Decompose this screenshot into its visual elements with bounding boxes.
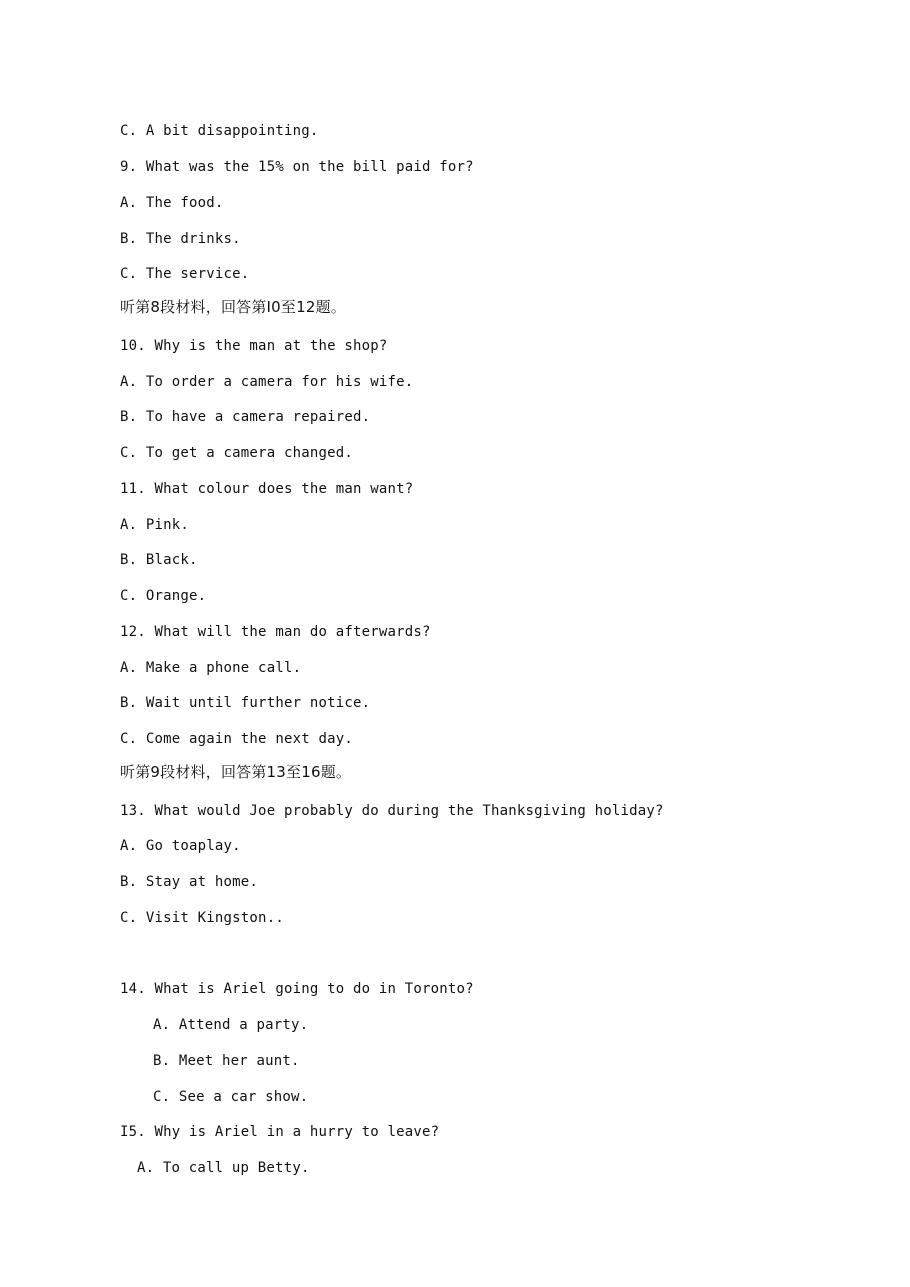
- option-12c: C. Come again the next day.: [120, 731, 353, 747]
- option-13c: C. Visit Kingston..: [120, 910, 284, 926]
- option-10c: C. To get a camera changed.: [120, 445, 353, 461]
- question-14: 14. What is Ariel going to do in Toronto?: [120, 981, 474, 997]
- option-14a: A. Attend a party.: [153, 1017, 309, 1033]
- option-13a: A. Go toaplay.: [120, 838, 241, 854]
- question-15: I5. Why is Ariel in a hurry to leave?: [120, 1124, 440, 1140]
- question-11: 11. What colour does the man want?: [120, 481, 414, 497]
- option-10b: B. To have a camera repaired.: [120, 409, 371, 425]
- option-12b: B. Wait until further notice.: [120, 695, 371, 711]
- section-8-instruction: 听第8段材料，回答第I0至12题。: [120, 298, 346, 316]
- question-13: 13. What would Joe probably do during the Thanksgiving holiday?: [120, 803, 664, 819]
- option-10a: A. To order a camera for his wife.: [120, 374, 414, 390]
- option-11b: B. Black.: [120, 552, 198, 568]
- option-11a: A. Pink.: [120, 517, 190, 533]
- option-13b: B. Stay at home.: [120, 874, 259, 890]
- option-15a: A. To call up Betty.: [137, 1160, 310, 1176]
- option-11c: C. Orange.: [120, 588, 207, 604]
- option-9a: A. The food.: [120, 195, 224, 211]
- option-14b: B. Meet her aunt.: [153, 1053, 300, 1069]
- option-8c: C. A bit disappointing.: [120, 123, 319, 139]
- section-9-instruction: 听第9段材料，回答第13至16题。: [120, 763, 352, 781]
- question-9: 9. What was the 15% on the bill paid for?: [120, 159, 474, 175]
- option-12a: A. Make a phone call.: [120, 660, 302, 676]
- question-10: 10. Why is the man at the shop?: [120, 338, 388, 354]
- option-14c: C. See a car show.: [153, 1089, 309, 1105]
- question-12: 12. What will the man do afterwards?: [120, 624, 431, 640]
- option-9b: B. The drinks.: [120, 231, 241, 247]
- option-9c: C. The service.: [120, 266, 250, 282]
